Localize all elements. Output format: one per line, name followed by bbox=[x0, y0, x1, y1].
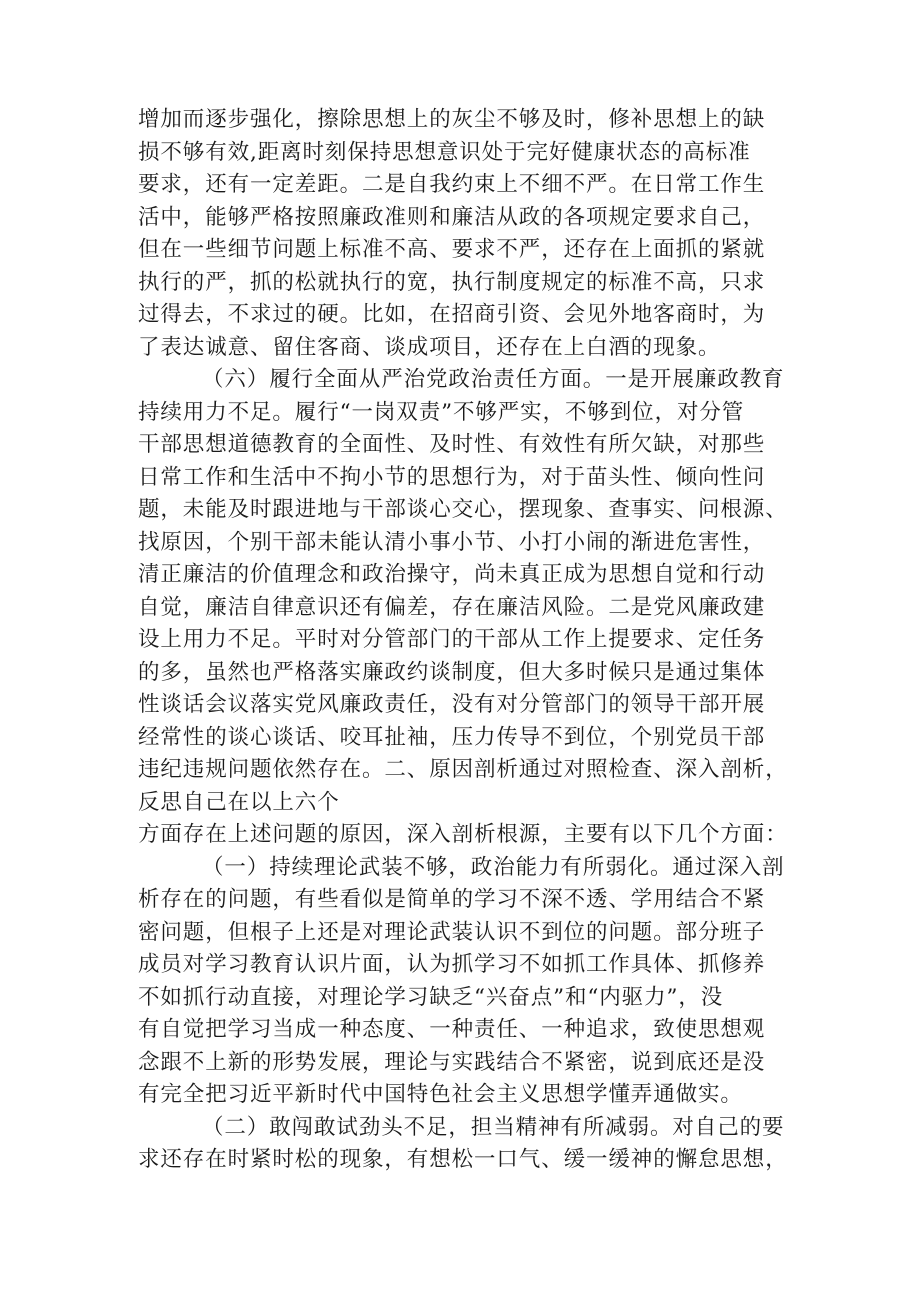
text-line: 有自觉把学习当成一种态度、一种责任、一种追求，致使思想观 bbox=[138, 1017, 766, 1042]
text-line: 求还存在时紧时松的现象，有想松一口气、缓一缓神的懈怠思想， bbox=[138, 1147, 788, 1172]
text-line: 执行的严，抓的松就执行的宽，执行制度规定的标准不高，只求 bbox=[138, 269, 766, 295]
text-line: 过得去，不求过的硬。比如，在招商引资、会见外地客商时，为 bbox=[138, 302, 766, 327]
text-line: 念跟不上新的形势发展，理论与实践结合不紧密，说到底还是没 bbox=[138, 1049, 766, 1075]
text-line: 方面存在上述问题的原因，深入剖析根源，主要有以下几个方面： bbox=[138, 822, 788, 847]
text-line: 日常工作和生活中不拘小节的思想行为，对于苗头性、倾向性问 bbox=[138, 464, 766, 490]
text-line: 析存在的问题，有些看似是简单的学习不深不透、学用结合不紧 bbox=[138, 887, 766, 912]
text-line: 设上用力不足。平时对分管部门的干部从工作上提要求、定任务 bbox=[138, 627, 766, 652]
text-line: 有完全把习近平新时代中国特色社会主义思想学懂弄通做实。 bbox=[138, 1082, 743, 1107]
paragraph-start-line: （六）履行全面从严治党政治责任方面。一是开展廉政教育 bbox=[202, 367, 785, 392]
text-line: 密问题，但根子上还是对理论武装认识不到位的问题。部分班子 bbox=[138, 919, 766, 945]
text-line: 持续用力不足。履行“一岗双责”不够严实，不够到位，对分管 bbox=[138, 399, 745, 425]
text-line: 找原因，个别干部未能认清小事小节、小打小闹的渐进危害性， bbox=[138, 529, 766, 555]
text-line: 不如抓行动直接，对理论学习缺乏“兴奋点”和“内驱力”，没 bbox=[138, 984, 724, 1010]
text-line: 性谈话会议落实党风廉政责任，没有对分管部门的领导干部开展 bbox=[138, 692, 766, 717]
text-line: 的多，虽然也严格落实廉政约谈制度，但大多时候只是通过集体 bbox=[138, 659, 766, 685]
text-line: 活中，能够严格按照廉政准则和廉洁从政的各项规定要求自己， bbox=[138, 204, 766, 230]
text-line: 反思自己在以上六个 bbox=[138, 789, 340, 815]
text-line: 违纪违规问题依然存在。二、原因剖析通过对照检查、深入剖析， bbox=[138, 757, 788, 782]
paragraph-start-line: （二）敢闯敢试劲头不足，担当精神有所减弱。对自己的要 bbox=[202, 1114, 785, 1140]
paragraph-start-line: （一）持续理论武装不够，政治能力有所弱化。通过深入剖 bbox=[202, 854, 785, 880]
text-line: 要求，还有一定差距。二是自我约束上不细不严。在日常工作生 bbox=[138, 172, 766, 197]
document-body bbox=[138, 104, 812, 1177]
text-line: 增加而逐步强化，擦除思想上的灰尘不够及时，修补思想上的缺 bbox=[138, 107, 766, 132]
text-line: 题，未能及时跟进地与干部谈心交心，摆现象、查事实、问根源、 bbox=[138, 497, 788, 522]
text-line: 清正廉洁的价值理念和政治操守，尚未真正成为思想自觉和行动 bbox=[138, 562, 766, 587]
text-line: 成员对学习教育认识片面，认为抓学习不如抓工作具体、抓修养 bbox=[138, 952, 766, 977]
text-line: 经常性的谈心谈话、咬耳扯袖，压力传导不到位，个别党员干部 bbox=[138, 724, 766, 750]
text-line: 自觉，廉洁自律意识还有偏差，存在廉洁风险。二是党风廉政建 bbox=[138, 594, 766, 620]
text-line: 但在一些细节问题上标准不高、要求不严，还存在上面抓的紧就 bbox=[138, 237, 766, 262]
text-line: 损不够有效,距离时刻保持思想意识处于完好健康状态的高标准 bbox=[138, 139, 751, 165]
text-line: 干部思想道德教育的全面性、及时性、有效性有所欠缺，对那些 bbox=[138, 432, 766, 457]
text-line: 了表达诚意、留住客商、谈成项目，还存在上白酒的现象。 bbox=[138, 334, 721, 360]
